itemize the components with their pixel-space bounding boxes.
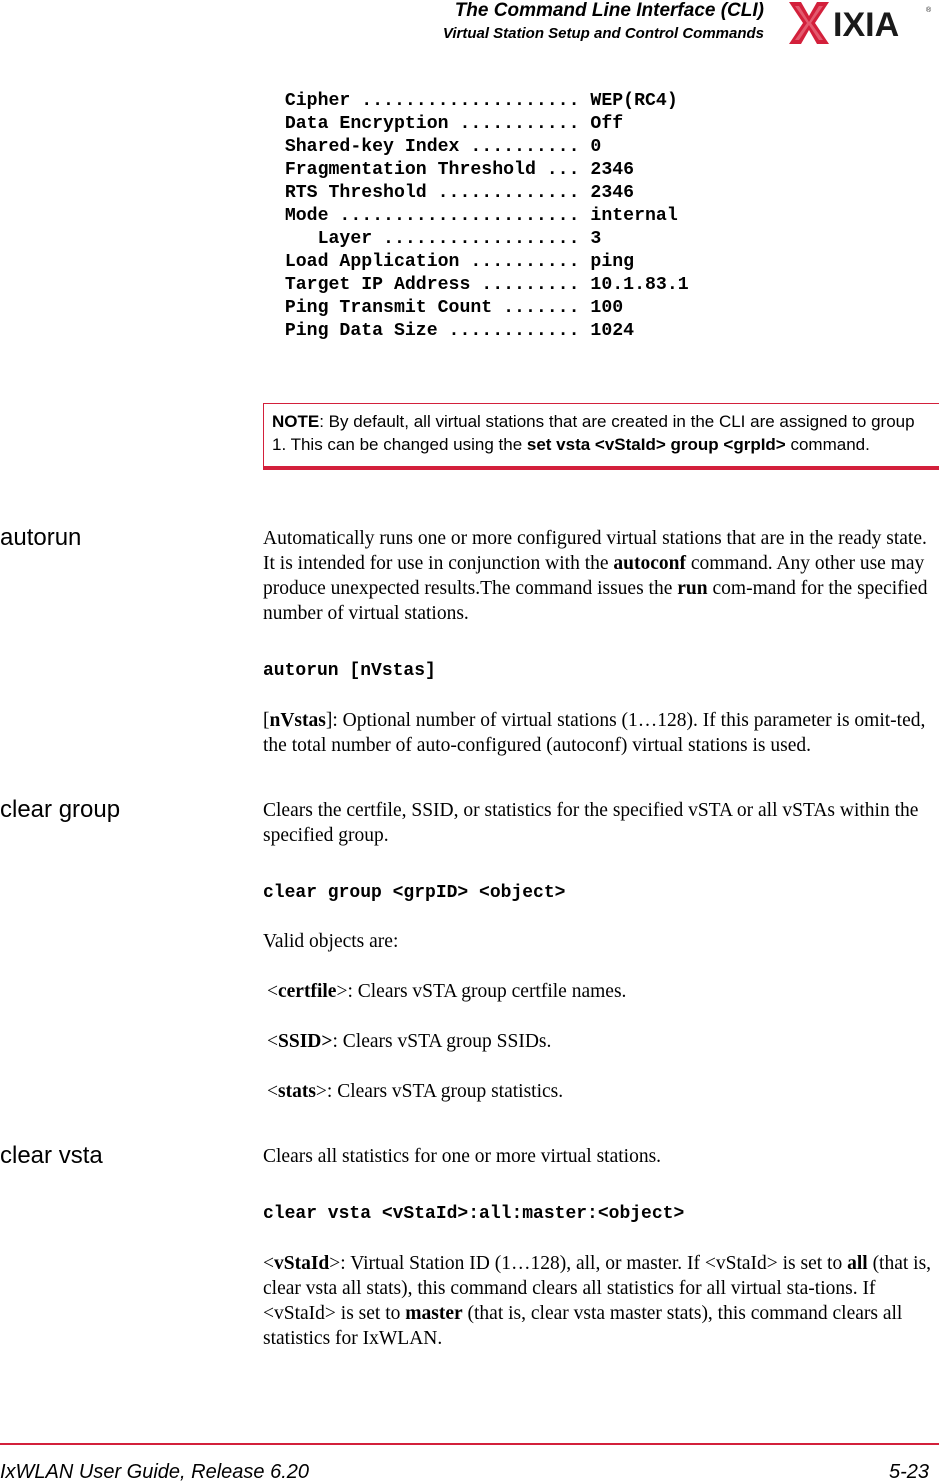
code-line: Layer .................. 3 (263, 229, 602, 249)
svg-text:®: ® (926, 7, 932, 14)
valid-objects-label: Valid objects are: (263, 931, 399, 952)
note-box (263, 403, 939, 470)
autorun-syntax: autorun [nVstas] (263, 661, 436, 681)
note-text-after: command. (785, 435, 870, 454)
page-header (443, 0, 764, 44)
code-line: Load Application .......... ping (263, 252, 635, 272)
config-code-block (263, 90, 689, 343)
code-line: Shared-key Index .......... 0 (263, 137, 602, 157)
code-line: Ping Transmit Count ....... 100 (263, 298, 624, 318)
ixia-x-mark-icon (789, 2, 829, 44)
logo-text: IXIA (833, 6, 900, 44)
code-line: RTS Threshold ............. 2346 (263, 183, 635, 203)
clear-vsta-syntax: clear vsta <vStaId>:all:master:<object> (263, 1204, 685, 1224)
object-certfile: <certfile>: Clears vSTA group certfile names. (267, 981, 627, 1002)
section-heading-clear-group: clear group (0, 796, 121, 823)
footer-guide-title: IxWLAN User Guide, Release 6.20 (0, 1461, 310, 1483)
clear-vsta-param: <vStaId>: Virtual Station ID (1…128), all, or master. If <vStaId> is set to all (that is, clear vsta all stats), this command clears all statistics for all virtual sta-tions. If <vStaId> is set to master (that is, clear vsta master stats), this command clears all statistics for IxWLAN. (263, 1253, 932, 1349)
header-title: The Command Line Interface (CLI) (454, 0, 764, 21)
note-text-before: : By default, all virtual stations that are created in the CLI are assigned to group 1. This can be changed using the (272, 412, 915, 454)
autorun-param: [nVstas]: Optional number of virtual stations (1…128). If this parameter is omit-ted, the total number of auto-configured (autoconf) virtual stations is used. (263, 710, 926, 756)
section-heading-clear-vsta: clear vsta (0, 1142, 103, 1169)
code-line: Data Encryption ........... Off (263, 114, 624, 134)
clear-group-description: Clears the certfile, SSID, or statistics for the specified vSTA or all vSTAs within the specified group. (263, 800, 919, 846)
clear-vsta-description: Clears all statistics for one or more virtual stations. (263, 1146, 662, 1167)
code-line: Fragmentation Threshold ... 2346 (263, 160, 635, 180)
clear-group-syntax: clear group <grpID> <object> (263, 883, 566, 903)
code-line: Ping Data Size ............ 1024 (263, 321, 635, 341)
autorun-description: Automatically runs one or more configured virtual stations that are in the ready state. It is intended for use in conjunction with the autoconf command. Any other use may produce unexpected results.The command issues the run com-mand for the specified number of virtual stations. (263, 528, 928, 624)
ixia-logo (785, 0, 935, 46)
object-ssid: <SSID>: Clears vSTA group SSIDs. (267, 1031, 552, 1052)
footer-page-number: 5-23 (888, 1461, 929, 1483)
code-line: Cipher .................... WEP(RC4) (263, 91, 678, 111)
section-heading-autorun: autorun (0, 524, 82, 551)
note-command: set vsta <vStaId> group <grpId> (526, 435, 786, 454)
footer-rule (0, 1443, 939, 1445)
header-subtitle: Virtual Station Setup and Control Commands (442, 25, 764, 42)
code-line: Mode ...................... internal (263, 206, 678, 226)
note-label: NOTE (272, 412, 320, 431)
code-line: Target IP Address ......... 10.1.83.1 (263, 275, 689, 295)
object-stats: <stats>: Clears vSTA group statistics. (267, 1081, 564, 1102)
